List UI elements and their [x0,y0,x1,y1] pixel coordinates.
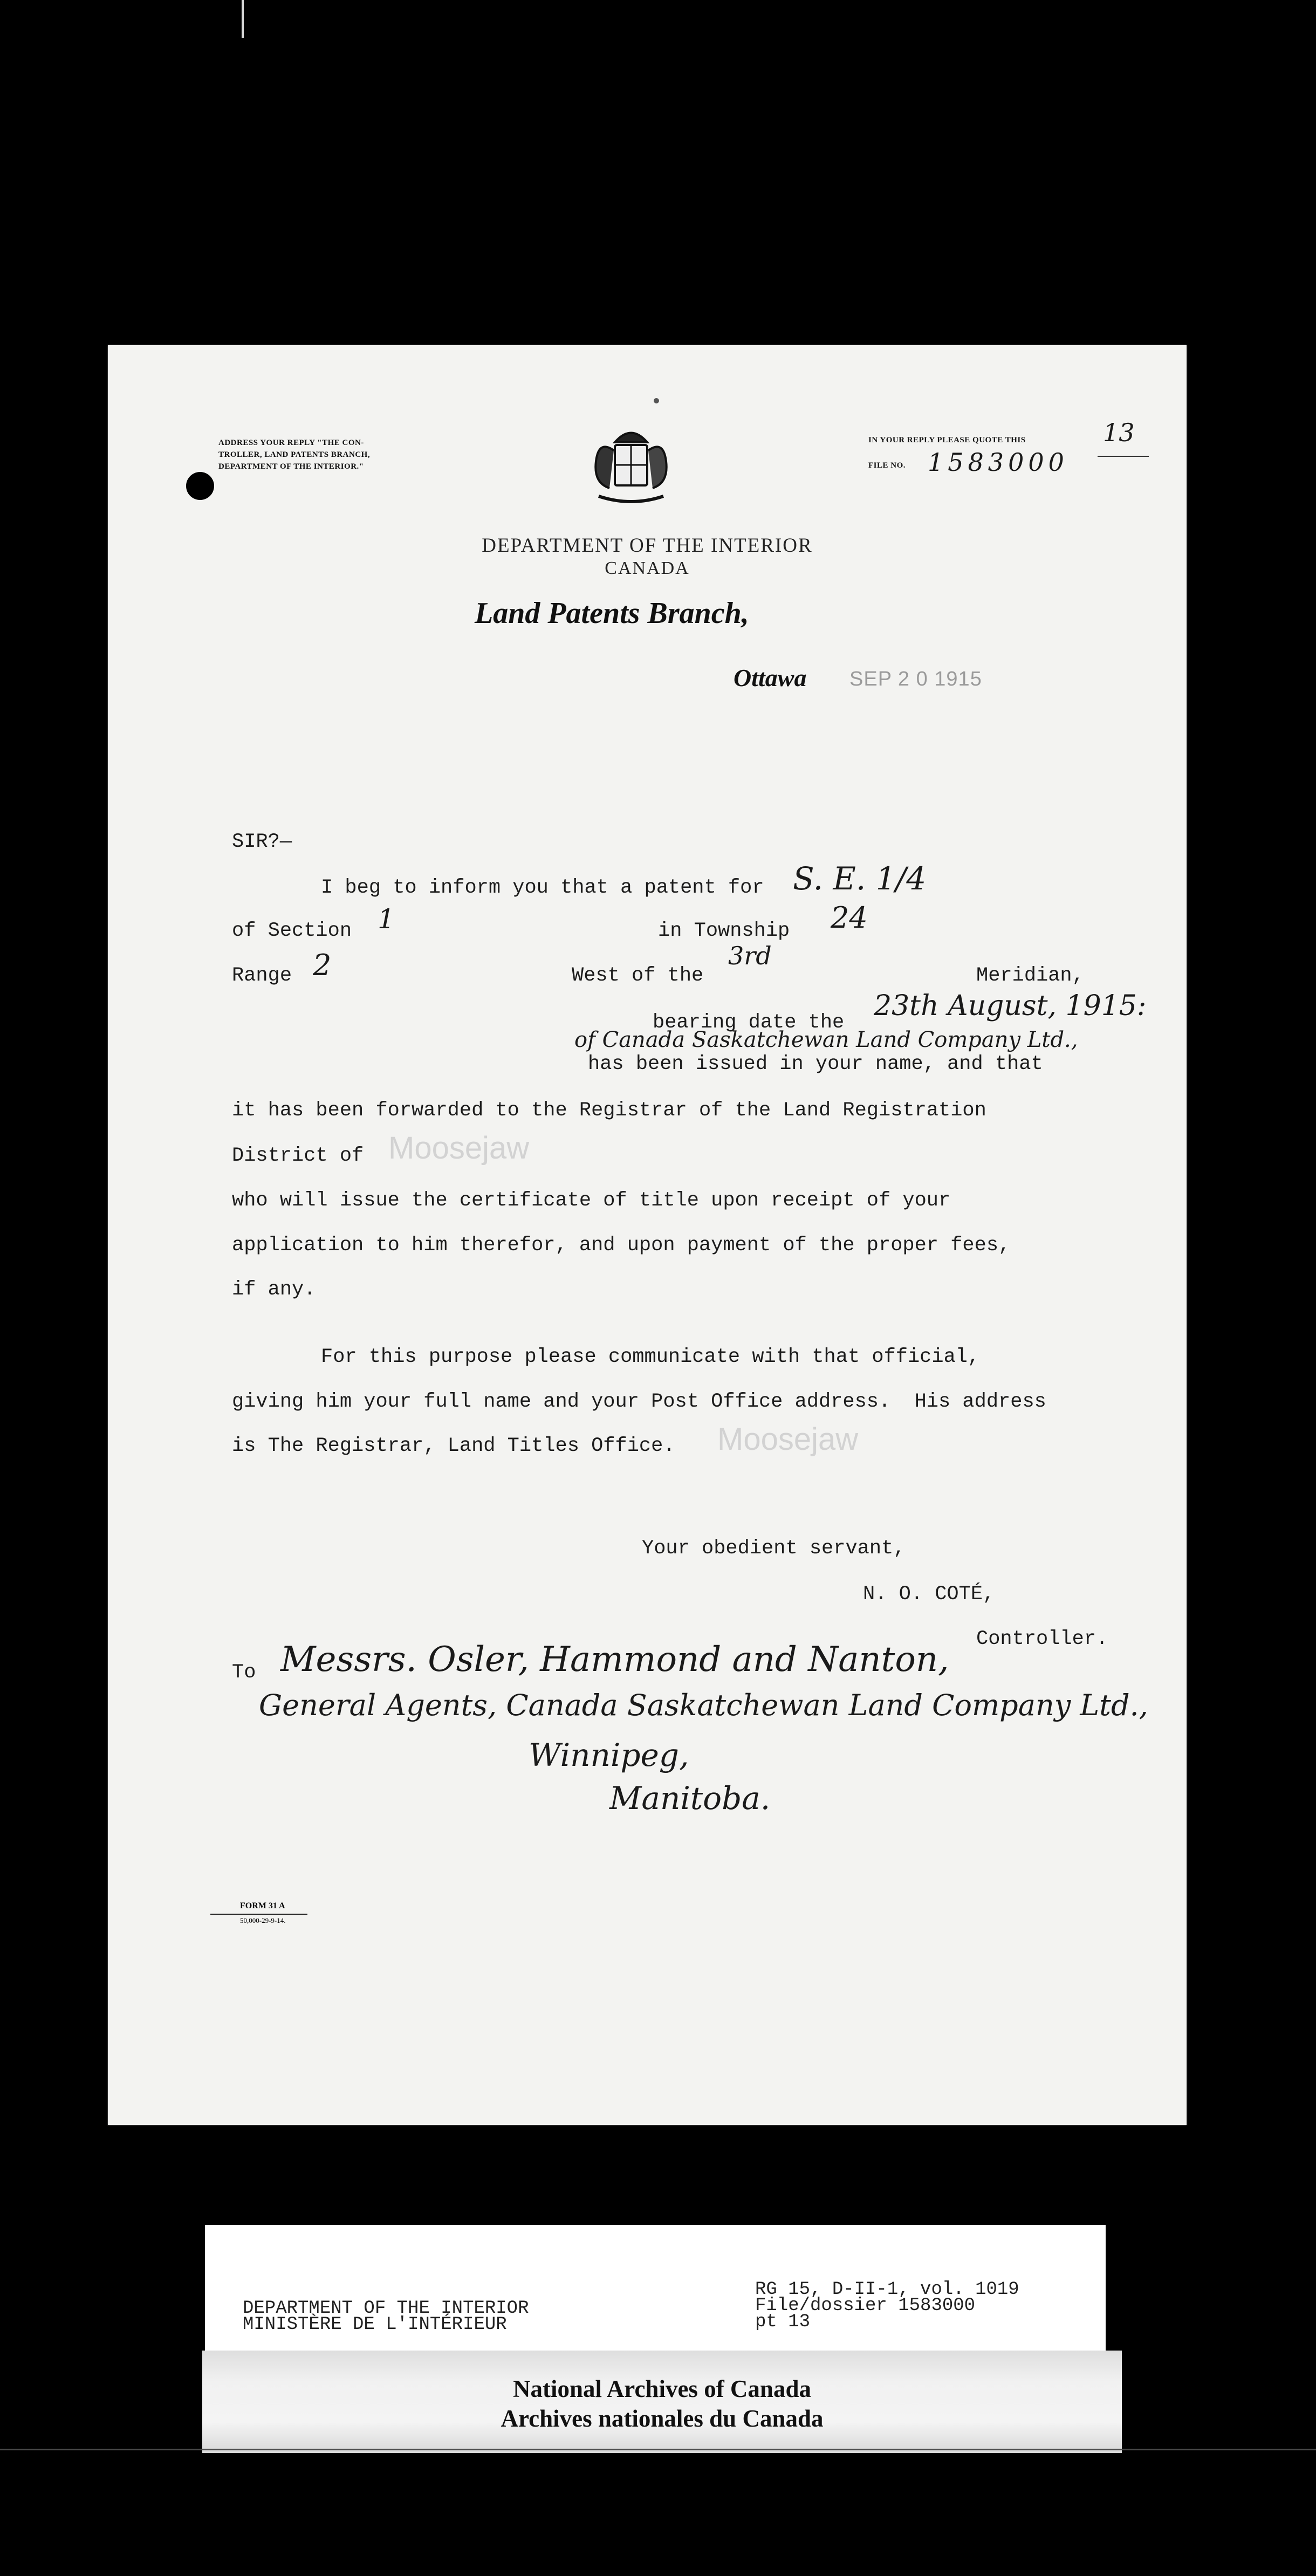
handwritten-addressee-province: Manitoba. [609,1780,771,1817]
branch-name: Land Patents Branch, [475,597,749,630]
punch-hole [186,472,214,500]
registrar-line: is The Registrar, Land Titles Office. [232,1435,675,1457]
certificate-line: who will issue the certificate of title upon receipt of your [232,1189,951,1212]
label-department-en: DEPARTMENT OF THE INTERIOR [243,2298,529,2319]
handwritten-grantee: of Canada Saskatchewan Land Company Ltd., [574,1027,1078,1052]
west-label: West of the [572,964,704,987]
to-label: To [232,1661,256,1684]
section-label: of Section [232,920,352,942]
application-line: application to him therefor, and upon payment of the proper fees, [232,1234,1011,1257]
handwritten-township: 24 [831,901,868,935]
range-label: Range [232,964,292,987]
registrar-place-faint: Moosejaw [717,1422,859,1457]
label-part-number: pt 13 [755,2312,811,2332]
closing-servant: Your obedient servant, [642,1537,906,1560]
label-department-fr: MINISTÈRE DE L'INTÉRIEUR [243,2314,507,2335]
city-name: Ottawa [734,664,807,691]
handwritten-meridian: 3rd [728,941,772,970]
district-value-faint: Moosejaw [388,1131,530,1166]
district-label: District of [232,1145,364,1167]
handwritten-addressee-city: Winnipeg, [529,1737,689,1773]
handwritten-quarter-section: S. E. 1/4 [793,860,927,897]
address-reply-note [218,437,370,472]
bearing-date-label: bearing date the [653,1011,845,1034]
archive-name-fr: Archives nationales du Canada [501,2405,824,2432]
address-reply-line: TROLLER, LAND PATENTS BRANCH, [218,450,371,459]
handwritten-bearing-date: 23th August, 1915: [874,990,1147,1022]
date-stamp: SEP 2 0 1915 [849,668,982,690]
archive-name-en: National Archives of Canada [513,2375,811,2402]
country-heading: CANADA [605,558,690,578]
royal-coat-of-arms-icon [577,418,685,512]
giving-line: giving him your full name and your Post Office address. His address [232,1390,1046,1413]
label-reference-group: RG 15, D-II-1, vol. 1019 [755,2279,1019,2300]
paper-speck [654,398,659,403]
forwarded-line: it has been forwarded to the Registrar of the Land Registration [232,1099,986,1122]
form-number: FORM 31 A [240,1901,285,1910]
handwritten-addressee-agents: General Agents, Canada Saskatchewan Land Company Ltd., [259,1688,1148,1722]
file-number-label: FILE NO. [868,461,906,470]
department-heading: DEPARTMENT OF THE INTERIOR [482,535,813,557]
handwritten-range: 2 [313,948,332,982]
if-any-line: if any. [232,1278,316,1301]
address-reply-line: ADDRESS YOUR REPLY "THE CON- [218,439,364,447]
handwritten-addressee-name: Messrs. Osler, Hammond and Nanton, [280,1640,949,1680]
scan-edge-mark [242,0,244,38]
bottom-rule [0,2449,1316,2450]
salutation: SIR?— [232,831,292,853]
file-number-value: 1583000 [928,448,1068,477]
archive-reference-label [205,2225,1106,2357]
archive-name-label [202,2351,1122,2453]
form-rule [210,1914,307,1915]
quote-underline [1098,456,1149,457]
quote-line-text: IN YOUR REPLY PLEASE QUOTE THIS [868,436,1026,444]
label-file-number: File/dossier 1583000 [755,2296,976,2316]
patent-intro-line: I beg to inform you that a patent for [321,876,764,899]
purpose-line: For this purpose please communicate with that official, [321,1346,980,1368]
address-reply-line: DEPARTMENT OF THE INTERIOR." [218,462,364,471]
signer-title: Controller. [976,1628,1108,1650]
signer-name: N. O. COTÉ, [863,1583,995,1606]
quote-this-note [868,434,1026,446]
form-print-run: 50,000-29-9-14. [240,1916,286,1924]
letter-page [108,345,1187,2125]
township-label: in Township [658,920,790,942]
handwritten-section: 1 [378,903,395,935]
quote-number: 13 [1103,418,1135,447]
issued-line: has been issued in your name, and that [588,1053,1043,1075]
meridian-label: Meridian, [976,964,1084,987]
